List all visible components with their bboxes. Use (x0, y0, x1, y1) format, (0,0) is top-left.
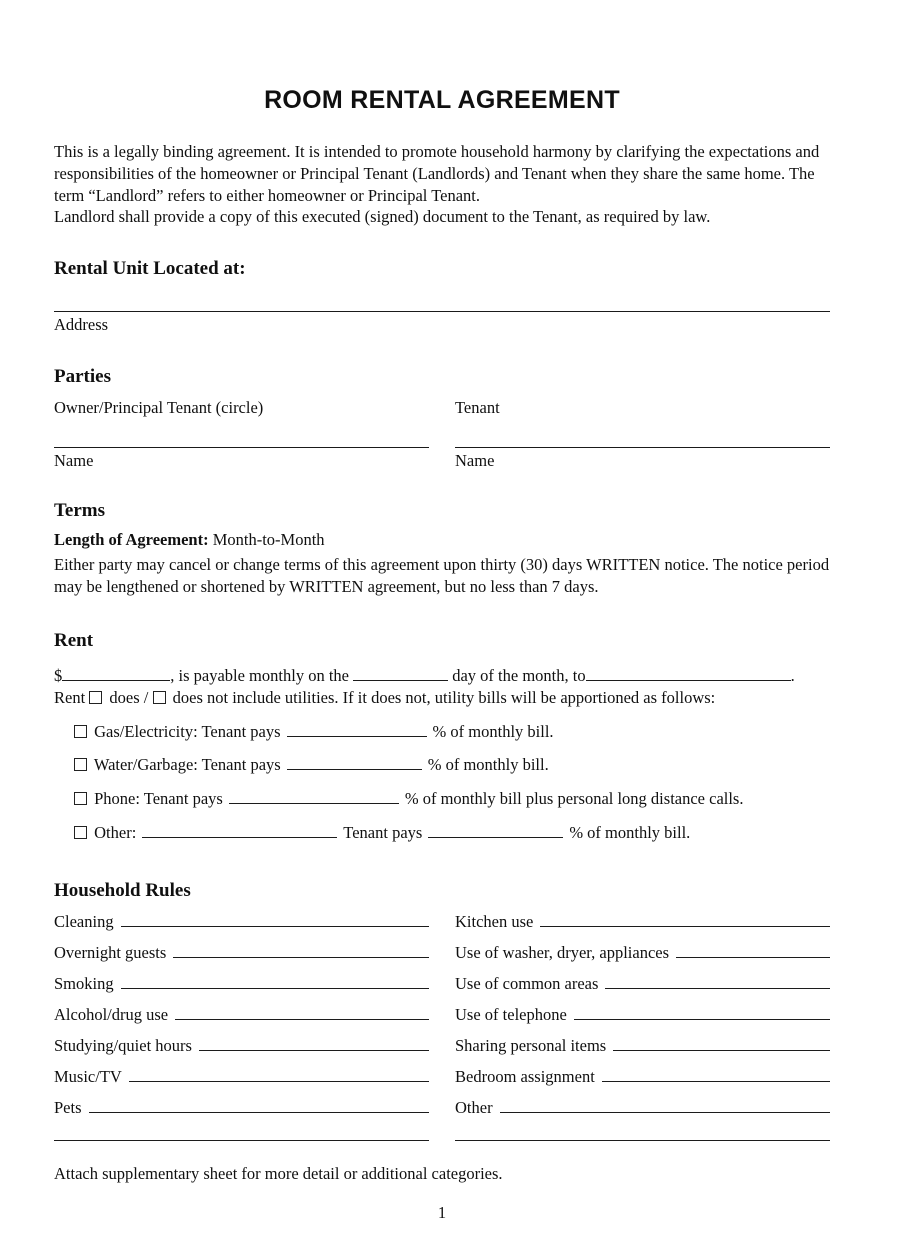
terms-heading: Terms (54, 499, 106, 521)
page-number: 1 (437, 1203, 447, 1223)
cleaning-label: Cleaning (54, 911, 114, 931)
alcohol-drug-use-label: Alcohol/drug use (54, 1004, 169, 1024)
common-areas-label: Use of common areas (455, 973, 599, 993)
rent-does-label: does / (109, 687, 149, 707)
water-garbage-label: Water/Garbage: Tenant pays (93, 755, 281, 775)
other-utility-checkbox[interactable] (74, 826, 87, 839)
owner-name-field[interactable] (54, 447, 429, 448)
water-garbage-percent-field[interactable] (287, 757, 422, 770)
studying-quiet-hours-field[interactable] (199, 1038, 429, 1051)
rule-row-washer-dryer-appliances (455, 942, 830, 973)
rule-row-extra-left (54, 1128, 429, 1159)
rent-utilities-line (54, 687, 830, 709)
terms-body-text: Either party may cancel or change terms of this agreement upon thirty (30) days WRITTEN notice. The notice period may be lengthened or shortened by WRITTEN agreement, but no less than 7 days. (54, 555, 830, 597)
section-parties (54, 364, 830, 472)
rule-row-pets (54, 1097, 429, 1128)
bedroom-assignment-label: Bedroom assignment (455, 1066, 595, 1086)
rule-row-kitchen-use (455, 911, 830, 942)
intro-text-1: This is a legally binding agreement. It is intended to promote household harmony by clarifying the expectations and responsibilities of the homeowner or Principal Tenant (Landlords) and Tenant when they share the same home. The term “Landlord” refers to either homeowner or Principal Tenant. (54, 142, 820, 205)
other-rule-label: Other (455, 1097, 493, 1117)
rule-row-smoking (54, 973, 429, 1004)
rule-row-sharing-personal-items (455, 1035, 830, 1066)
telephone-field[interactable] (574, 1007, 830, 1020)
rule-row-bedroom-assignment (455, 1066, 830, 1097)
smoking-label: Smoking (54, 973, 114, 993)
supplementary-note: Attach supplementary sheet for more detail or additional categories. (54, 1163, 503, 1183)
sharing-personal-items-field[interactable] (613, 1038, 830, 1051)
rule-row-cleaning (54, 911, 429, 942)
rent-does-checkbox[interactable] (89, 691, 102, 704)
rule-row-telephone (455, 1004, 830, 1035)
rent-amount-field[interactable] (62, 668, 170, 681)
rent-day-field[interactable] (353, 668, 448, 681)
rent-amount-prefix: $ (54, 665, 63, 685)
water-garbage-checkbox[interactable] (74, 758, 87, 771)
rental-unit-heading: Rental Unit Located at: (54, 258, 246, 280)
rent-payable-line (54, 665, 830, 687)
household-rules-grid (54, 911, 830, 1159)
rules-right-column (455, 911, 830, 1159)
section-rent (54, 628, 830, 844)
section-household-rules (54, 878, 830, 1185)
length-of-agreement-label: Length of Agreement: (54, 529, 209, 549)
other-utility-mid: Tenant pays (343, 822, 423, 842)
rent-does-not-label: does not include utilities. If it does not, utility bills will be apportioned as follows: (172, 687, 716, 707)
water-garbage-suffix: % of monthly bill. (427, 755, 549, 775)
alcohol-drug-use-field[interactable] (175, 1007, 429, 1020)
rule-row-alcohol-drug-use (54, 1004, 429, 1035)
cleaning-field[interactable] (121, 914, 429, 927)
extra-right-field[interactable] (455, 1128, 830, 1141)
pets-label: Pets (54, 1097, 82, 1117)
washer-dryer-appliances-label: Use of washer, dryer, appliances (455, 942, 670, 962)
rent-payable-text-2: day of the month, to (452, 665, 586, 685)
phone-percent-field[interactable] (229, 791, 399, 804)
telephone-label: Use of telephone (455, 1004, 567, 1024)
intro-paragraph (54, 141, 830, 228)
rent-payee-field[interactable] (586, 668, 791, 681)
length-of-agreement-value: Month-to-Month (212, 529, 325, 549)
gas-electricity-label: Gas/Electricity: Tenant pays (94, 721, 281, 741)
rent-utilities-prefix: Rent (54, 687, 86, 707)
studying-quiet-hours-label: Studying/quiet hours (54, 1035, 192, 1055)
other-utility-description-field[interactable] (142, 825, 337, 838)
music-tv-label: Music/TV (54, 1066, 122, 1086)
rule-row-common-areas (455, 973, 830, 1004)
rent-does-not-checkbox[interactable] (153, 691, 166, 704)
rule-row-studying-quiet-hours (54, 1035, 429, 1066)
intro-text-2: Landlord shall provide a copy of this executed (signed) document to the Tenant, as required by law. (54, 207, 711, 227)
tenant-label: Tenant (455, 397, 500, 417)
phone-checkbox[interactable] (74, 792, 87, 805)
rule-row-music-tv (54, 1066, 429, 1097)
owner-principal-tenant-label[interactable]: Owner/Principal Tenant (circle) (54, 397, 264, 417)
rules-left-column (54, 911, 429, 1159)
rent-payable-period: . (790, 665, 795, 685)
other-utility-label: Other: (94, 822, 137, 842)
address-label: Address (54, 315, 109, 335)
utility-item-other (54, 822, 830, 844)
length-of-agreement-line (54, 529, 830, 551)
rule-row-extra-right (455, 1128, 830, 1159)
gas-electricity-suffix: % of monthly bill. (432, 721, 554, 741)
phone-suffix: % of monthly bill plus personal long distance calls. (404, 789, 744, 809)
kitchen-use-field[interactable] (540, 914, 830, 927)
phone-label: Phone: Tenant pays (94, 789, 223, 809)
washer-dryer-appliances-field[interactable] (676, 945, 830, 958)
section-rental-unit (54, 256, 830, 336)
overnight-guests-field[interactable] (173, 945, 429, 958)
extra-left-field[interactable] (54, 1128, 429, 1141)
other-utility-suffix: % of monthly bill. (569, 822, 691, 842)
document-title: ROOM RENTAL AGREEMENT (264, 86, 620, 114)
sharing-personal-items-label: Sharing personal items (455, 1035, 607, 1055)
music-tv-field[interactable] (129, 1069, 429, 1082)
utility-item-water-garbage (54, 754, 830, 776)
smoking-field[interactable] (121, 976, 429, 989)
other-utility-percent-field[interactable] (428, 825, 563, 838)
utility-item-phone (54, 788, 830, 810)
gas-electricity-checkbox[interactable] (74, 725, 87, 738)
common-areas-field[interactable] (605, 976, 830, 989)
address-field[interactable] (54, 311, 830, 312)
utility-item-gas-electricity (54, 721, 830, 743)
kitchen-use-label: Kitchen use (455, 911, 534, 931)
rent-heading: Rent (54, 629, 94, 651)
other-rule-field[interactable] (500, 1100, 830, 1113)
parties-heading: Parties (54, 365, 111, 387)
household-rules-heading: Household Rules (54, 879, 191, 901)
rule-row-other (455, 1097, 830, 1128)
gas-electricity-percent-field[interactable] (287, 724, 427, 737)
section-terms (54, 498, 830, 598)
owner-column (54, 397, 429, 472)
tenant-name-label: Name (455, 450, 495, 470)
owner-name-label: Name (54, 450, 94, 470)
rule-row-overnight-guests (54, 942, 429, 973)
overnight-guests-label: Overnight guests (54, 942, 167, 962)
tenant-column (455, 397, 830, 472)
bedroom-assignment-field[interactable] (602, 1069, 830, 1082)
parties-columns (54, 397, 830, 472)
tenant-name-field[interactable] (455, 447, 830, 448)
pets-field[interactable] (89, 1100, 429, 1113)
rent-payable-text-1: , is payable monthly on the (170, 665, 349, 685)
